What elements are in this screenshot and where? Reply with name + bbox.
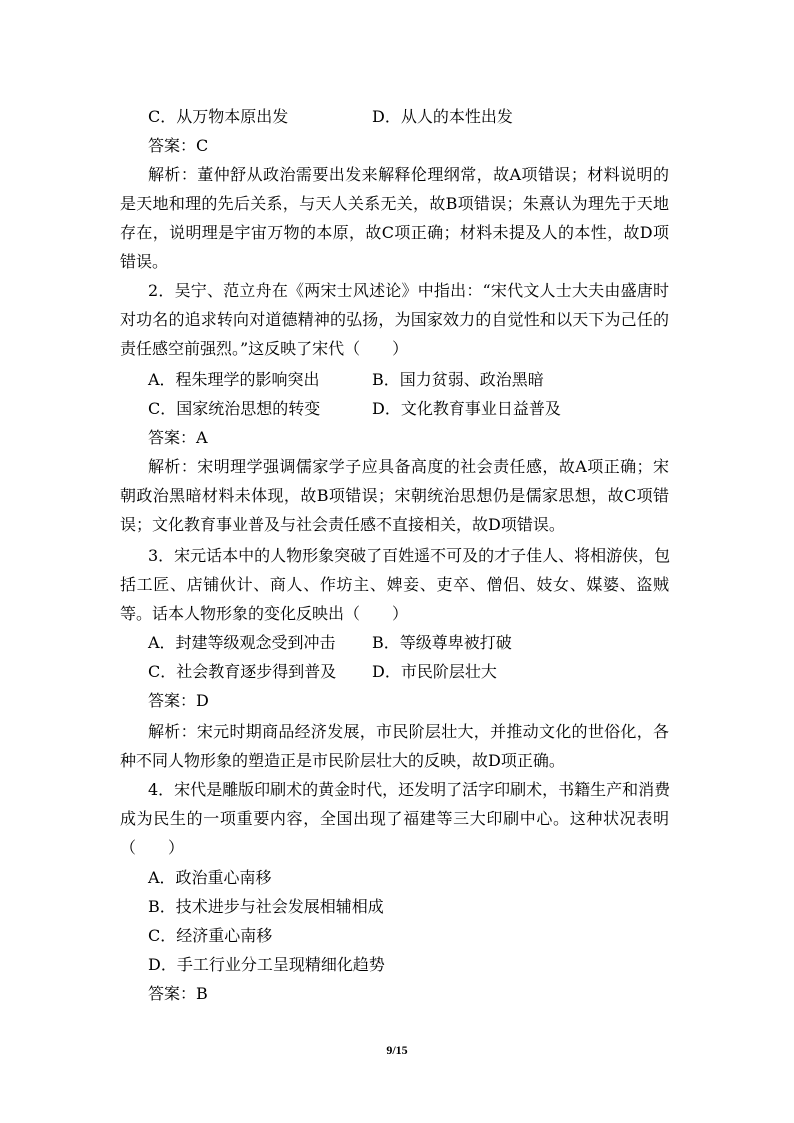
q3-option-c: C．社会教育逐步得到普及 [148, 662, 337, 681]
q4-option-b: B．技术进步与社会发展相辅相成 [148, 897, 384, 916]
q1-option-c: C．从万物本原出发 [148, 107, 289, 126]
q1-analysis-line: 解析：董仲舒从政治需要出发来解释伦理纲常，故A项错误；材料说明的 [148, 165, 669, 184]
q3-option-a: A．封建等级观念受到冲击 [148, 633, 336, 652]
q1-analysis-line: 存在，说明理是宇宙万物的本原，故C项正确；材料未提及人的本性，故D项 [120, 223, 669, 242]
q1-analysis-line: 错误。 [120, 252, 169, 271]
q3-answer: 答案：D [148, 691, 209, 710]
q4-answer: 答案：B [148, 984, 208, 1003]
q3-stem-line: 等。话本人物形象的变化反映出（ ） [120, 604, 409, 623]
q2-stem-line: 对功名的追求转向对道德精神的弘扬，为国家效力的自觉性和以天下为己任的 [120, 310, 669, 329]
q4-stem-line: （ ） [120, 838, 185, 857]
q2-answer: 答案：A [148, 428, 208, 447]
q3-option-b: B．等级尊卑被打破 [372, 633, 512, 652]
q3-analysis-line: 种不同人物形象的塑造正是市民阶层壮大的反映，故D项正确。 [120, 751, 565, 770]
q2-option-a: A．程朱理学的影响突出 [148, 370, 320, 389]
q4-option-a: A．政治重心南移 [148, 868, 272, 887]
q4-stem-line: 4．宋代是雕版印刷术的黄金时代，还发明了活字印刷术，书籍生产和消费 [148, 780, 671, 799]
q4-option-c: C．经济重心南移 [148, 926, 273, 945]
q3-stem-line: 3．宋元话本中的人物形象突破了百姓遥不可及的才子佳人、将相游侠，包 [148, 546, 671, 565]
page-number: 9/15 [386, 1043, 408, 1057]
q4-option-d: D．手工行业分工呈现精细化趋势 [148, 955, 385, 974]
q2-stem-line: 2．吴宁、范立舟在《两宋士风述论》中指出：“宋代文人士大夫由盛唐时 [148, 281, 669, 300]
q1-answer: 答案：C [148, 136, 209, 155]
q1-analysis-line: 是天地和理的先后关系，与天人关系无关，故B项错误；朱熹认为理先于天地 [120, 194, 669, 213]
q2-analysis-line: 朝政治黑暗材料未体现，故B项错误；宋朝统治思想仍是儒家思想，故C项错 [120, 486, 669, 505]
q4-stem-line: 成为民生的一项重要内容，全国出现了福建等三大印刷中心。这种状况表明 [120, 809, 669, 828]
q2-option-d: D．文化教育事业日益普及 [372, 399, 561, 418]
q2-option-b: B．国力贫弱、政治黑暗 [372, 370, 544, 389]
q3-stem-line: 括工匠、店铺伙计、商人、作坊主、婢妾、吏卒、僧侣、妓女、媒婆、盗贼 [120, 575, 669, 594]
q2-stem-line: 责任感空前强烈。”这反映了宋代（ ） [120, 339, 409, 358]
q3-option-d: D．市民阶层壮大 [372, 662, 497, 681]
q1-option-d: D．从人的本性出发 [372, 107, 513, 126]
q3-analysis-line: 解析：宋元时期商品经济发展，市民阶层壮大，并推动文化的世俗化，各 [148, 722, 669, 741]
q2-analysis-line: 误；文化教育事业普及与社会责任感不直接相关，故D项错误。 [120, 515, 565, 534]
q2-option-c: C．国家统治思想的转变 [148, 399, 321, 418]
q2-analysis-line: 解析：宋明理学强调儒家学子应具备高度的社会责任感，故A项正确；宋 [148, 457, 669, 476]
